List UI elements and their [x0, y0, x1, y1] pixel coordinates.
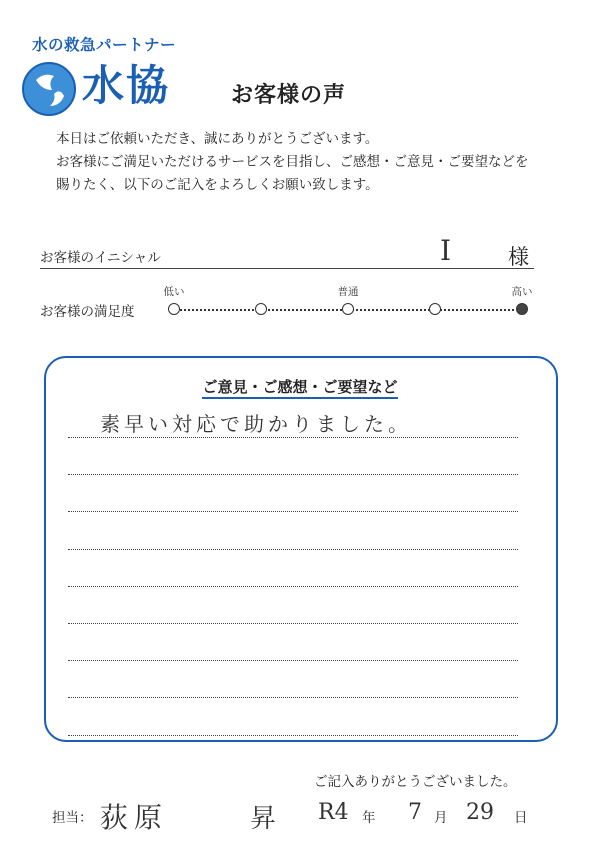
satisfaction-level-5-circle[interactable] — [516, 303, 528, 315]
scale-label-high: 高い — [511, 286, 533, 298]
date-month: 7 — [408, 800, 422, 825]
satisfaction-level-4-circle[interactable] — [429, 303, 441, 315]
initial-underline — [40, 268, 534, 269]
satisfaction-label: お客様の満足度 — [40, 304, 135, 320]
initial-value: I — [440, 234, 452, 267]
initial-suffix: 様 — [508, 245, 529, 269]
date-era-year: R4 — [318, 800, 349, 825]
date-year-unit: 年 — [362, 810, 376, 826]
comment-writing-line — [68, 586, 518, 587]
staff-name: 荻原 — [100, 801, 169, 834]
comment-writing-line — [68, 735, 518, 736]
intro-text: 本日はご依頼いただき、誠にありがとうございます。 お客様にご満足いただけるサービスを目指し、ご感想・ご意見・ご要望などを 賜りたく、以下のご記入をよろしくお願い致します。 — [56, 131, 529, 193]
satisfaction-level-1-circle[interactable] — [168, 303, 180, 315]
page-title: お客様の声 — [231, 83, 347, 108]
brand-logo-text: 水協 — [82, 61, 171, 110]
comment-text: 素早い対応で助かりました。 — [100, 412, 412, 436]
date-day-unit: 日 — [514, 810, 528, 826]
date-month-unit: 月 — [434, 810, 448, 826]
satisfaction-level-2-circle[interactable] — [255, 303, 267, 315]
initial-label: お客様のイニシャル — [40, 250, 161, 266]
date-day: 29 — [466, 800, 494, 825]
comment-writing-line — [68, 697, 518, 698]
comment-writing-line — [68, 623, 518, 624]
comment-writing-line — [68, 474, 518, 475]
water-drop-logo-icon — [20, 60, 78, 118]
staff-name-suffix: 昇 — [250, 804, 277, 834]
comment-writing-line — [68, 549, 518, 550]
comment-box-title — [0, 376, 600, 397]
scale-label-mid: 普通 — [337, 286, 359, 298]
brand-tagline: 水の救急パートナー — [32, 36, 177, 54]
thanks-text: ご記入ありがとうございました。 — [314, 774, 517, 790]
satisfaction-level-3-circle[interactable] — [342, 303, 354, 315]
comment-writing-line — [68, 437, 518, 438]
comment-writing-line — [68, 660, 518, 661]
scale-label-low: 低い — [163, 286, 185, 298]
comment-box-title-text: ご意見・ご感想・ご要望など — [202, 378, 397, 399]
comment-writing-line — [68, 511, 518, 512]
staff-label: 担当： — [52, 810, 93, 826]
